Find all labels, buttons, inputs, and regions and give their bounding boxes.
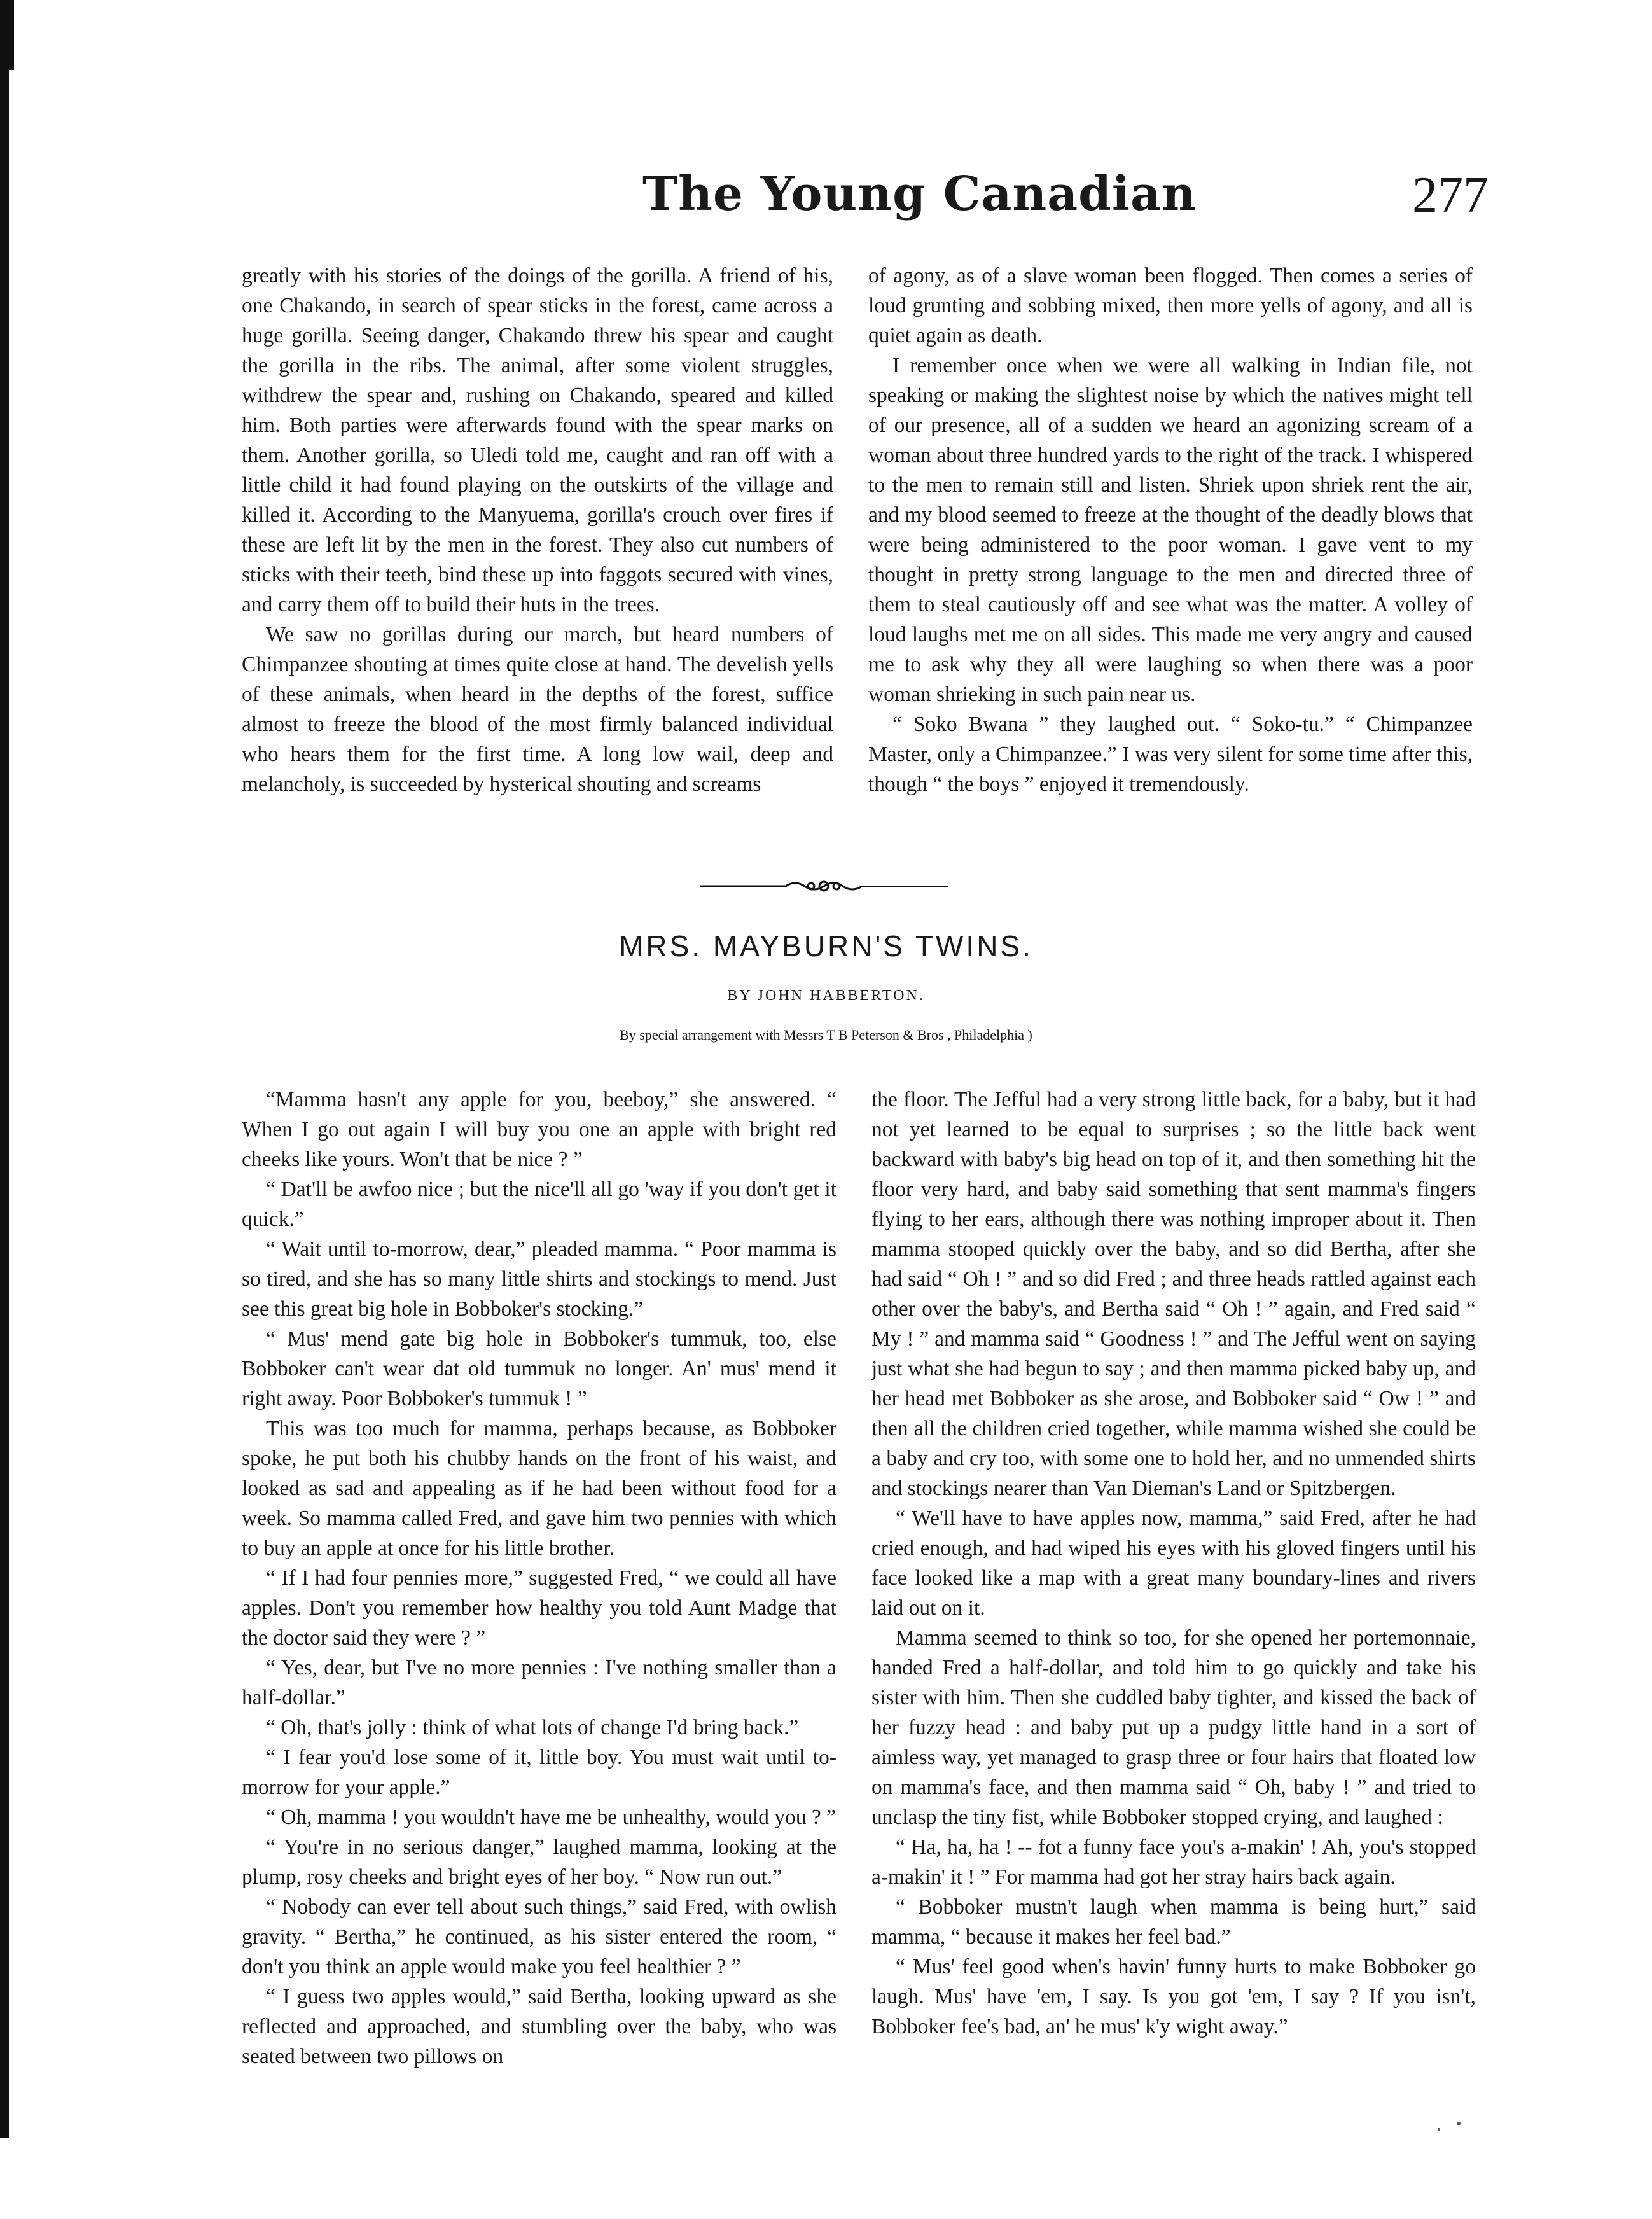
paragraph: “ Wait until to-morrow, dear,” pleaded mamma. “ Poor mamma is so tired, and she has so many little shirts and stockings to mend. Just see this great big hole in Bobboker's stocking.” [242, 1237, 836, 1321]
paragraph: “ Mus' feel good when's havin' funny hurts to make Bobboker go laugh. Mus' have 'em, I say. Is you got 'em, I say ? If you isn't, Bobboker fee's bad, an' he mus' k'y wight away.” [871, 1955, 1476, 2038]
paragraph: “ Mus' mend gate big hole in Bobboker's tummuk, too, else Bobboker can't wear dat old tummuk no longer. An' mus' mend it right away. Poor Bobboker's tummuk ! ” [242, 1327, 836, 1410]
article1-column-right [868, 261, 1473, 799]
paragraph: “ Oh, that's jolly : think of what lots of change I'd bring back.” [266, 1716, 799, 1739]
paragraph: the floor. The Jefful had a very strong little back, for a baby, but it had not yet learned to be equal to surprises ; so the little back went backward with baby's big head on top of it, and then something hit the floor very hard, and baby said something that sent mamma's fingers flying to her ears, although there was nothing improper about it. Then mamma stooped quickly over the baby, and so did Bertha, after she had said “ Oh ! ” and so did Fred ; and three heads rattled against each other over the baby's, and Bertha said “ Oh ! ” again, and Fred said “ My ! ” and mamma said “ Goodness ! ” and The Jefful went on saying just what she had begun to say ; and then mamma picked baby up, and her head met Bobboker as she arose, and Bobboker said “ Ow ! ” and then all the children cried together, while mamma wished she could be a baby and cry too, with some one to hold her, and no unmended shirts and stockings nearer than Van Dieman's Land or Spitzbergen. [871, 1088, 1476, 1500]
page-header [242, 167, 1489, 237]
article1-column-left [242, 261, 833, 799]
paragraph: greatly with his stories of the doings of the gorilla. A friend of his, one Chakando, in search of spear sticks in the forest, came across a huge gorilla. Seeing danger, Chakando threw his spear and caught the gorilla in the ribs. The animal, after some violent struggles, withdrew the spear and, rushing on Chakando, speared and killed him. Both parties were afterwards found with the spear marks on them. Another gorilla, so Uledi told me, caught and ran off with a little child it had found playing on the outskirts of the village and killed it. According to the Manyuema, gorilla's crouch over fires if these are left lit by the men in the forest. They also cut numbers of sticks with their teeth, bind these up into faggots secured with vines, and carry them off to build their huts in the trees. [242, 264, 833, 616]
article2-column-right [871, 1085, 1476, 2042]
paragraph: “ I guess two apples would,” said Bertha, looking upward as she reflected and approached, and stumbling over the baby, who was seated between two pillows on [242, 1985, 836, 2068]
paragraph: Mamma seemed to think so too, for she opened her portemonnaie, handed Fred a half-dollar, and told him to go quickly and take his sister with him. Then she cuddled baby tighter, and kissed the back of her fuzzy head : and baby put up a pudgy little hand in a sort of aimless way, yet managed to grasp three or four hairs that floated low on mamma's face, and then mamma said “ Oh, baby ! ” and tried to unclasp the tiny fist, while Bobboker stopped crying, and laughed : [871, 1626, 1476, 1829]
paragraph: “ Oh, mamma ! you wouldn't have me be unhealthy, would you ? ” [266, 1805, 836, 1829]
section-divider-ornament [700, 877, 948, 896]
print-speck [1438, 2128, 1440, 2131]
page-spine-notch [0, 0, 14, 70]
article2-column-left [242, 1085, 836, 2071]
article-byline: BY JOHN HABBERTON. [727, 987, 925, 1004]
masthead: The Young Canadian [642, 167, 1197, 221]
paragraph: “ Soko Bwana ” they laughed out. “ Soko-tu.” “ Chimpanzee Master, only a Chimpanzee.” I was very silent for some time after this, though “ the boys ” enjoyed it tremendously. [868, 713, 1473, 796]
article-credit-line: By special arrangement with Messrs T B Peterson & Bros , Philadelphia ) [620, 1027, 1032, 1043]
paragraph: “ You're in no serious danger,” laughed mamma, looking at the plump, rosy cheeks and bright eyes of her boy. “ Now run out.” [242, 1835, 836, 1889]
paragraph: “ Bobboker mustn't laugh when mamma is being hurt,” said mamma, “ because it makes her feel bad.” [871, 1895, 1476, 1949]
paragraph: “Mamma hasn't any apple for you, beeboy,” she answered. “ When I go out again I will buy you one an apple with bright red cheeks like yours. Won't that be nice ? ” [242, 1088, 836, 1171]
paragraph: of agony, as of a slave woman been flogged. Then comes a series of loud grunting and sobbing mixed, then more yells of agony, and all is quiet again as death. [868, 264, 1473, 347]
paragraph: “ Nobody can ever tell about such things,” said Fred, with owlish gravity. “ Bertha,” he continued, as his sister entered the room, “ don't you think an apple would make you feel healthier ? ” [242, 1895, 836, 1979]
paragraph: This was too much for mamma, perhaps because, as Bobboker spoke, he put both his chubby hands on the front of his waist, and looked as sad and appealing as if he had been without food for a week. So mamma called Fred, and gave him two pennies with which to buy an apple at once for his little brother. [242, 1417, 836, 1560]
paragraph: “ We'll have to have apples now, mamma,” said Fred, after he had cried enough, and had wiped his eyes with his gloved fingers until his face looked like a map with a great many boundary-lines and rivers laid out on it. [871, 1506, 1476, 1620]
page-spine-shadow [0, 38, 9, 2138]
paragraph: “ Ha, ha, ha ! -- fot a funny face you's a-makin' ! Ah, you's stopped a-makin' it ! ” For mamma had got her stray hairs back again. [871, 1835, 1476, 1889]
page-number: 277 [1412, 167, 1489, 223]
paragraph: I remember once when we were all walking in Indian file, not speaking or making the slightest noise by which the natives might tell of our presence, all of a sudden we heard an agonizing scream of a woman about three hundred yards to the right of the track. I whispered to the men to remain still and listen. Shriek upon shriek rent the air, and my blood seemed to freeze at the thought of the deadly blows that were being administered to the poor woman. I gave vent to my thought in pretty strong language to the men and directed three of them to steal cautiously off and see what was the matter. A volley of loud laughs met me on all sides. This made me very angry and caused me to ask why they all were laughing so when there was a poor woman shrieking in such pain near us. [868, 354, 1473, 706]
paragraph: “ Yes, dear, but I've no more pennies : I've nothing smaller than a half-dollar.” [242, 1656, 836, 1709]
paragraph: “ Dat'll be awfoo nice ; but the nice'll all go 'way if you don't get it quick.” [242, 1178, 836, 1231]
paragraph: “ I fear you'd lose some of it, little boy. You must wait until to-morrow for your apple.” [242, 1746, 836, 1799]
paragraph: We saw no gorillas during our march, but heard numbers of Chimpanzee shouting at times quite close at hand. The develish yells of these animals, when heard in the depths of the forest, suffice almost to freeze the blood of the most firmly balanced individual who hears them for the first time. A long low wail, deep and melancholy, is succeeded by hysterical shouting and screams [242, 623, 833, 796]
print-speck [1457, 2122, 1461, 2125]
article-title: MRS. MAYBURN'S TWINS. [619, 929, 1033, 963]
paragraph: “ If I had four pennies more,” suggested Fred, “ we could all have apples. Don't you remember how healthy you told Aunt Madge that the doctor said they were ? ” [242, 1566, 836, 1650]
